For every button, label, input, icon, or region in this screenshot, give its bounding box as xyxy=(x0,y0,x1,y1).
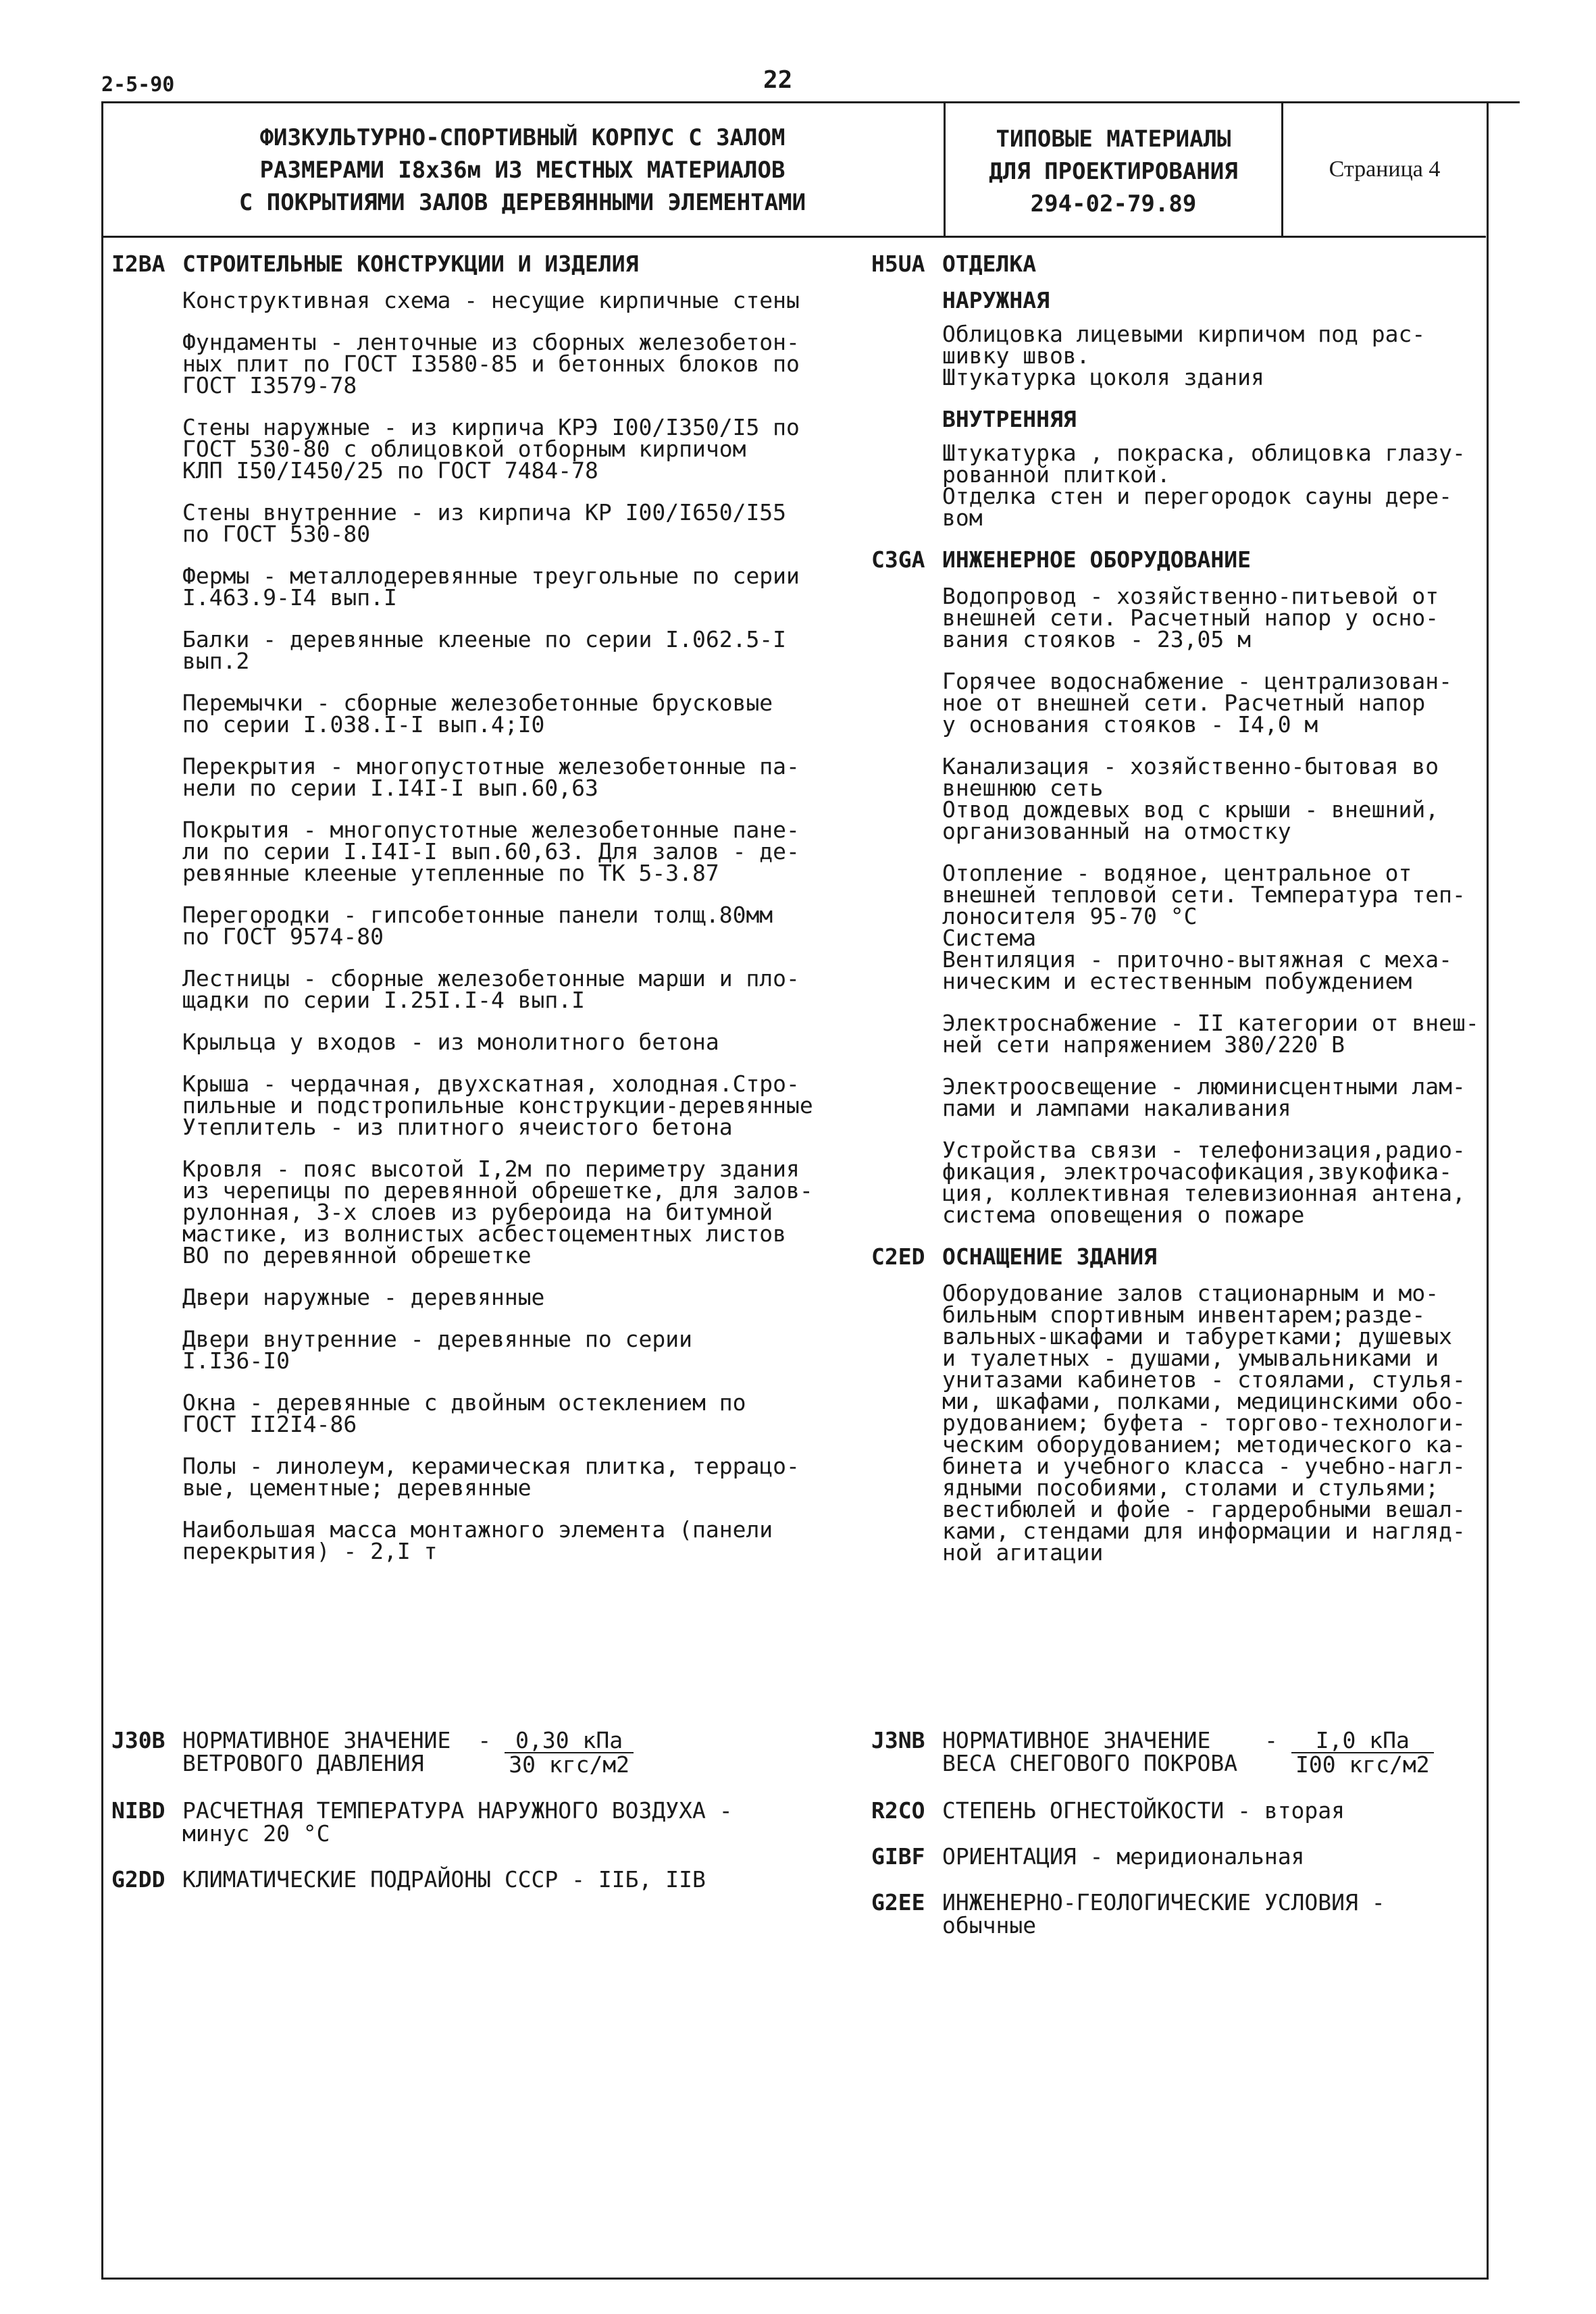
bottom-left-block xyxy=(111,1729,868,1914)
equipment-header xyxy=(871,1243,1479,1270)
engineering-title: ИНЖЕНЕРНОЕ ОБОРУДОВАНИЕ xyxy=(942,546,1251,573)
outer-finish-text: Облицовка лицевыми кирпичом под рас- шивку швов. Штукатурка цоколя здания xyxy=(942,321,1426,390)
climate-label: КЛИМАТИЧЕСКИЕ ПОДРАЙОНЫ СССР - IIБ, IIВ xyxy=(182,1866,706,1893)
wind-dash: - xyxy=(478,1727,492,1753)
finish-title: ОТДЕЛКА xyxy=(942,251,1037,277)
climate-row xyxy=(111,1868,868,1891)
engineering-header xyxy=(871,546,1479,573)
right-column xyxy=(871,253,1479,1584)
construction-item: Лестницы - сборные железобетонные марши и пло- щадки по серии I.25I.I-4 вып.I xyxy=(182,965,800,1013)
header-page-cell xyxy=(1283,103,1486,238)
wind-fraction xyxy=(505,1729,634,1776)
construction-items xyxy=(111,287,868,1564)
climate-code: G2DD xyxy=(111,1866,165,1893)
project-title: ФИЗКУЛЬТУРНО-СПОРТИВНЫЙ КОРПУС С ЗАЛОМ РАЗМЕРАМИ I8х36м ИЗ МЕСТНЫХ МАТЕРИАЛОВ С ПОКРЫТИЯМИ ЗАЛОВ ДЕРЕВЯННЫМИ ЭЛЕМЕНТАМИ xyxy=(238,124,806,216)
construction-item: Балки - деревянные клееные по серии I.062.5-I вып.2 xyxy=(182,626,787,674)
geology-label: ИНЖЕНЕРНО-ГЕОЛОГИЧЕСКИЕ УСЛОВИЯ - обычные xyxy=(942,1889,1385,1938)
construction-item: Конструктивная схема - несущие кирпичные стены xyxy=(182,287,800,313)
header-series-cell xyxy=(946,103,1283,238)
snow-value-kpa: I,0 кПа xyxy=(1291,1729,1434,1753)
construction-item: Двери наружные - деревянные xyxy=(182,1284,545,1310)
temperature-code: NIBD xyxy=(111,1797,165,1824)
snow-dash: - xyxy=(1264,1727,1278,1753)
page-label: Страница 4 xyxy=(1329,157,1441,182)
header-title-cell xyxy=(101,103,946,238)
wind-pressure-row xyxy=(111,1729,868,1776)
construction-item: Перемычки - сборные железобетонные брусковые по серии I.038.I-I вып.4;I0 xyxy=(182,690,773,738)
engineering-items xyxy=(871,583,1479,1228)
section-code: I2BA xyxy=(111,251,165,277)
geology-code: G2EE xyxy=(871,1889,925,1916)
document-code: 2-5-90 xyxy=(101,73,175,97)
temperature-label: РАСЧЕТНАЯ ТЕМПЕРАТУРА НАРУЖНОГО ВОЗДУХА - минус 20 °С xyxy=(182,1797,733,1847)
construction-item: Перегородки - гипсобетонные панели толщ.80мм по ГОСТ 9574-80 xyxy=(182,902,773,950)
fire-code: R2CO xyxy=(871,1797,925,1824)
fire-label: СТЕПЕНЬ ОГНЕСТОЙКОСТИ - вторая xyxy=(942,1797,1345,1824)
construction-item: Фермы - металлодеревянные треугольные по серии I.463.9-I4 вып.I xyxy=(182,563,800,611)
inner-finish-heading: ВНУТРЕННЯЯ xyxy=(942,406,1077,432)
section-header xyxy=(111,253,868,275)
snow-load-row xyxy=(871,1729,1479,1776)
finish-code: H5UA xyxy=(871,251,925,277)
construction-item: Наибольшая масса монтажного элемента (панели перекрытия) - 2,I т xyxy=(182,1516,773,1564)
engineering-item: Электроосвещение - люминисцентными лам- пами и лампами накаливания xyxy=(942,1073,1466,1121)
wind-code: J30B xyxy=(111,1727,165,1753)
inner-finish-text: Штукатурка , покраска, облицовка глазу- рованной плиткой. Отделка стен и перегородок сауны дере- вом xyxy=(942,440,1466,531)
construction-item: Стены наружные - из кирпича КРЭ I00/I350/I5 по ГОСТ 530-80 с облицовкой отборным кирпичом КЛП I50/I450/25 по ГОСТ 7484-78 xyxy=(182,414,800,484)
construction-item: Перекрытия - многопустотные железобетонные па- нели по серии I.I4I-I вып.60,63 xyxy=(182,753,800,801)
engineering-item: Канализация - хозяйственно-бытовая во внешнюю сеть Отвод дождевых вод с крыши - внешний, организованный на отмостку xyxy=(942,753,1439,844)
construction-item: Крыльца у входов - из монолитного бетона xyxy=(182,1029,719,1055)
snow-fraction xyxy=(1291,1729,1434,1776)
equipment-text: Оборудование залов стационарным и мо- бильным спортивным инвентарем;разде- вальных-шкафами и табуретками; душевых и туалетных - душами, умывальниками и унитазами кабинетов - стоялами, стулья- ми, шкафами, полками, медицинскими обо- рудованием; буфета - торгово-технологи- ческим оборудованием; методического ка- бинета и учебного класса - учебно-нагл- ядными пособиями, столами и стульями; вестибюлей и фойе - гардеробными вешал- ками, стендами для информации и нагляд- ной агитации xyxy=(942,1280,1466,1566)
snow-value-kgs: I00 кгс/м2 xyxy=(1295,1751,1430,1778)
bottom-right-block xyxy=(871,1729,1479,1960)
fire-resistance-row xyxy=(871,1799,1479,1822)
orientation-code: GIBF xyxy=(871,1843,925,1870)
series-title: ТИПОВЫЕ МАТЕРИАЛЫ ДЛЯ ПРОЕКТИРОВАНИЯ 294-02-79.89 xyxy=(989,126,1238,217)
construction-item: Полы - линолеум, керамическая плитка, террацо- вые, цементные; деревянные xyxy=(182,1453,800,1501)
construction-section xyxy=(111,253,868,1583)
snow-label: НОРМАТИВНОЕ ЗНАЧЕНИЕ ВЕСА СНЕГОВОГО ПОКРОВА xyxy=(942,1727,1238,1776)
engineering-item: Электроснабжение - II категории от внеш- ней сети напряжением 380/220 В xyxy=(942,1010,1479,1058)
construction-item: Крыша - чердачная, двухскатная, холодная.Стро- пильные и подстропильные конструкции-деревянные Утеплитель - из плитного ячеистого бетона xyxy=(182,1071,813,1140)
construction-item: Окна - деревянные с двойным остеклением по ГОСТ II2I4-86 xyxy=(182,1389,746,1437)
construction-item: Двери внутренние - деревянные по серии I.I36-I0 xyxy=(182,1326,692,1374)
construction-item: Фундаменты - ленточные из сборных железобетон- ных плит по ГОСТ I3580-85 и бетонных блоков по ГОСТ I3579-78 xyxy=(182,329,800,398)
page-number: 22 xyxy=(763,66,793,94)
wind-value-kgs: 30 кгс/м2 xyxy=(509,1751,630,1778)
engineering-item: Водопровод - хозяйственно-питьевой от внешней сети. Расчетный напор у осно- вания стояков - 23,05 м xyxy=(942,583,1439,652)
construction-item: Кровля - пояс высотой I,2м по периметру здания из черепицы по деревянной обрешетке, для залов- рулонная, 3-х слоев из рубероида на битумной мастике, из волнистых асбестоцементных листов ВО по деревянной обрешетке xyxy=(182,1156,813,1268)
snow-code: J3NB xyxy=(871,1727,925,1753)
engineering-item: Устройства связи - телефонизация,радио- фикация, электрочасофикация,звукофика- ция, коллективная телевизионная антена, система оповещения о пожаре xyxy=(942,1137,1466,1228)
construction-item: Стены внутренние - из кирпича КР I00/I650/I55 по ГОСТ 530-80 xyxy=(182,499,787,547)
temperature-row xyxy=(111,1799,868,1845)
wind-label: НОРМАТИВНОЕ ЗНАЧЕНИЕ ВЕТРОВОГО ДАВЛЕНИЯ xyxy=(182,1727,451,1776)
equipment-code: C2ED xyxy=(871,1243,925,1270)
equipment-title: ОСНАЩЕНИЕ ЗДАНИЯ xyxy=(942,1243,1157,1270)
construction-item: Покрытия - многопустотные железобетонные пане- ли по серии I.I4I-I вып.60,63. Для залов - де- ревянные клееные утепленные по ТК 5-3.87 xyxy=(182,817,800,886)
geology-row xyxy=(871,1891,1479,1937)
orientation-row xyxy=(871,1845,1479,1868)
orientation-label: ОРИЕНТАЦИЯ - меридиональная xyxy=(942,1843,1305,1870)
engineering-code: C3GA xyxy=(871,546,925,573)
section-title: СТРОИТЕЛЬНЫЕ КОНСТРУКЦИИ И ИЗДЕЛИЯ xyxy=(182,251,639,277)
wind-value-kpa: 0,30 кПа xyxy=(505,1729,634,1753)
engineering-item: Отопление - водяное, центральное от внешней тепловой сети. Температура теп- лоносителя 95-70 °С Система Вентиляция - приточно-вытяжная с меха- ническим и естественным побуждением xyxy=(942,860,1466,994)
engineering-item: Горячее водоснабжение - централизован- ное от внешней сети. Расчетный напор у основания стояков - I4,0 м xyxy=(942,668,1452,738)
finish-header xyxy=(871,253,1479,275)
outer-finish-heading: НАРУЖНАЯ xyxy=(942,287,1050,313)
